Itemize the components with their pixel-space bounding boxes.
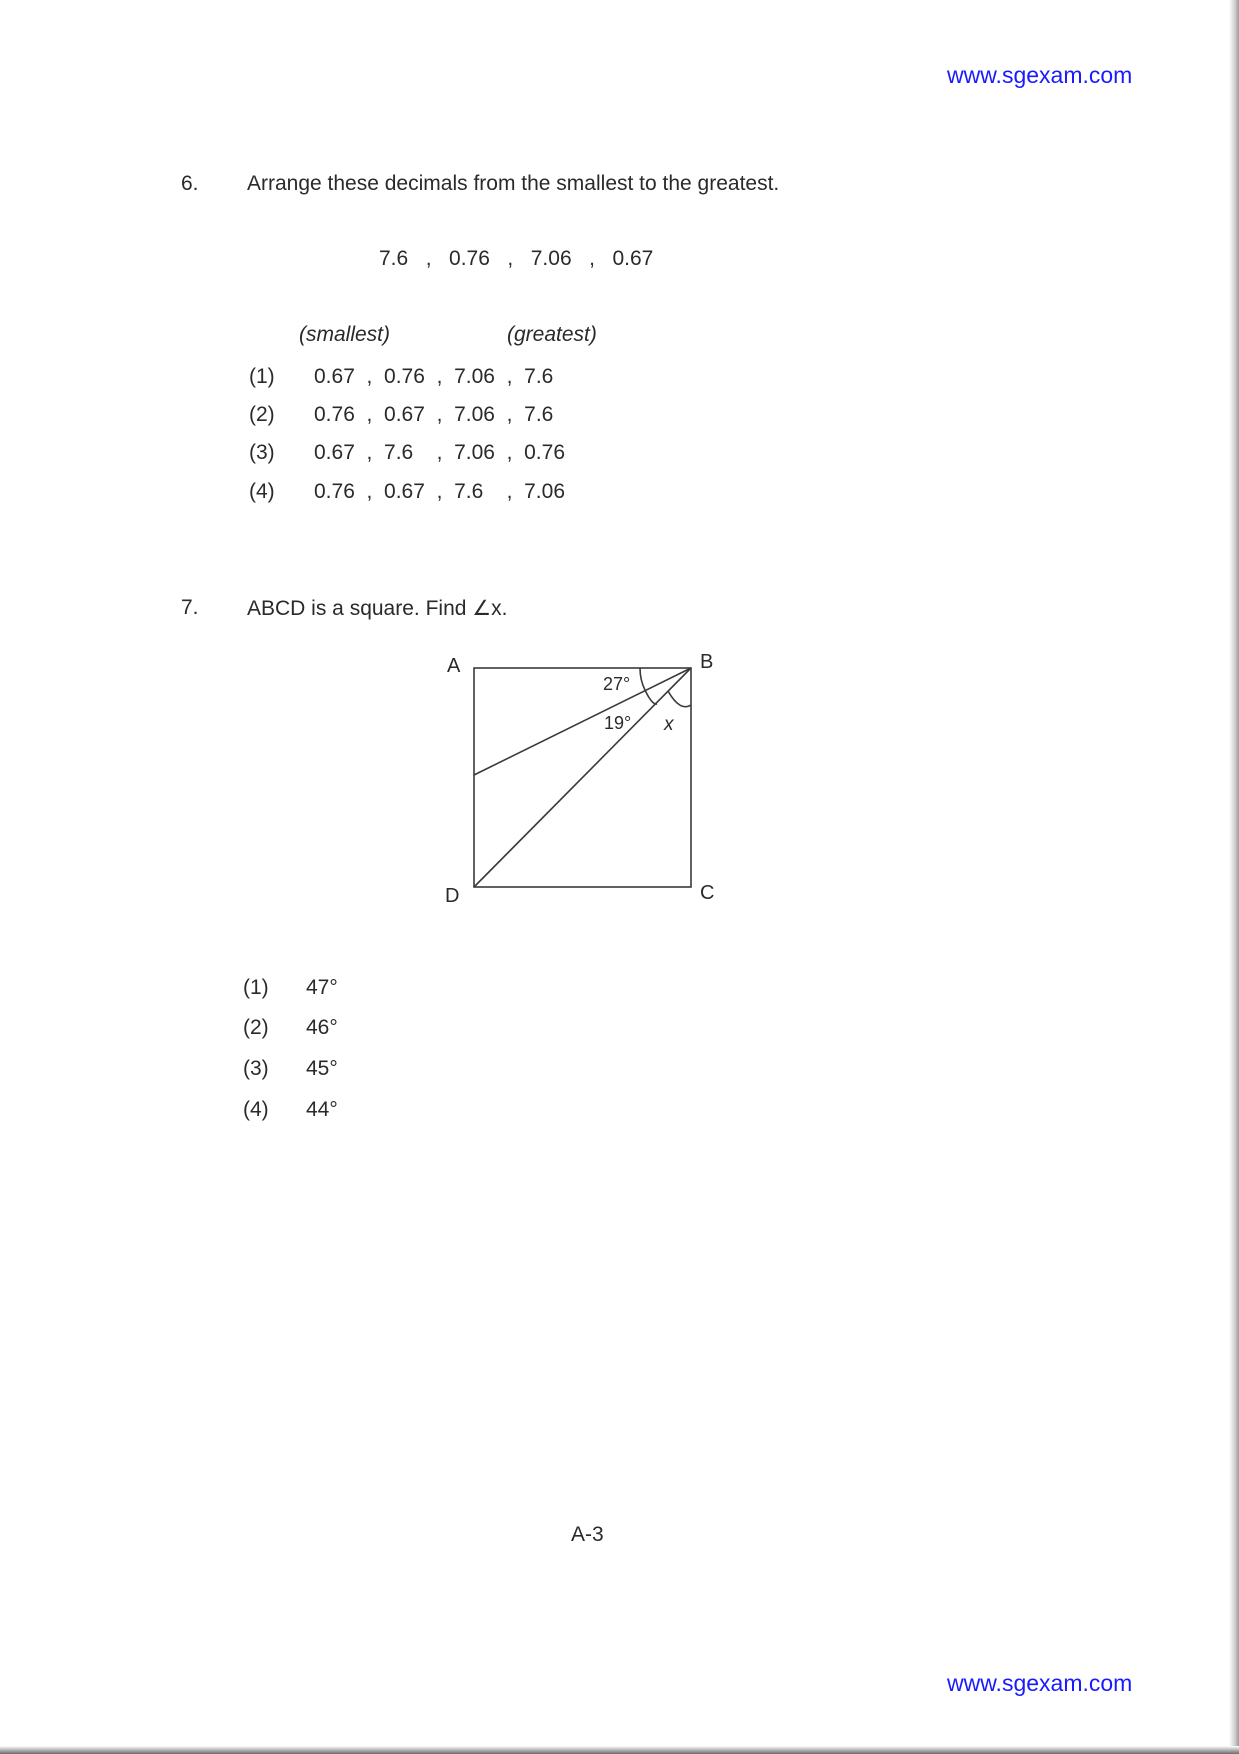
q6-col-smallest: (smallest) — [299, 323, 391, 346]
angle-19-label: 19° — [604, 713, 632, 733]
label-b: B — [700, 651, 714, 673]
q6-option-4-value: 0.76 , 0.67 , 7.6 , 7.06 — [314, 480, 565, 503]
angle-27-label: 27° — [603, 674, 631, 694]
label-d: D — [445, 885, 460, 907]
q6-text: Arrange these decimals from the smallest to the greatest. — [247, 172, 780, 195]
q7-option-2-value: 46° — [306, 1016, 338, 1039]
q7-option-3-value: 45° — [306, 1057, 338, 1080]
footer-site-link[interactable]: www.sgexam.com — [947, 1670, 1133, 1696]
label-a: A — [447, 655, 461, 677]
label-c: C — [700, 882, 715, 904]
q6-option-1-value: 0.67 , 0.76 , 7.06 , 7.6 — [314, 365, 554, 388]
q6-col-greatest: (greatest) — [507, 323, 597, 346]
q6-decimals: 7.6 , 0.76 , 7.06 , 0.67 — [379, 247, 654, 270]
q6-option-3-value: 0.67 , 7.6 , 7.06 , 0.76 — [314, 441, 565, 464]
q7-option-1-number: (1) — [243, 976, 269, 999]
q6-option-2-value: 0.76 , 0.67 , 7.06 , 7.6 — [314, 403, 554, 426]
q7-option-2-number: (2) — [243, 1016, 269, 1039]
q7-option-4-value: 44° — [306, 1098, 338, 1121]
q6-option-1-number: (1) — [249, 365, 275, 388]
q7-option-1-value: 47° — [306, 976, 338, 999]
arc-27 — [640, 668, 645, 690]
header-site-link[interactable]: www.sgexam.com — [947, 62, 1133, 88]
arc-19 — [645, 690, 657, 704]
q6-option-4-number: (4) — [249, 480, 275, 503]
q6-option-3-number: (3) — [249, 441, 275, 464]
square-abcd — [474, 668, 691, 887]
q6-option-2-number: (2) — [249, 403, 275, 426]
angle-x-label: x — [664, 714, 674, 735]
line-b-to-ad — [474, 668, 691, 775]
scan-bottom-shadow — [0, 1746, 1239, 1754]
diagonal-bd — [474, 668, 691, 887]
q7-number: 7. — [181, 596, 199, 619]
page-number: A-3 — [571, 1523, 604, 1546]
q7-option-3-number: (3) — [243, 1057, 269, 1080]
q7-option-4-number: (4) — [243, 1098, 269, 1121]
q6-number: 6. — [181, 172, 199, 195]
scan-edge-shadow — [1229, 0, 1239, 1754]
arc-x — [668, 691, 691, 707]
q7-text: ABCD is a square. Find ∠x. — [247, 597, 508, 620]
